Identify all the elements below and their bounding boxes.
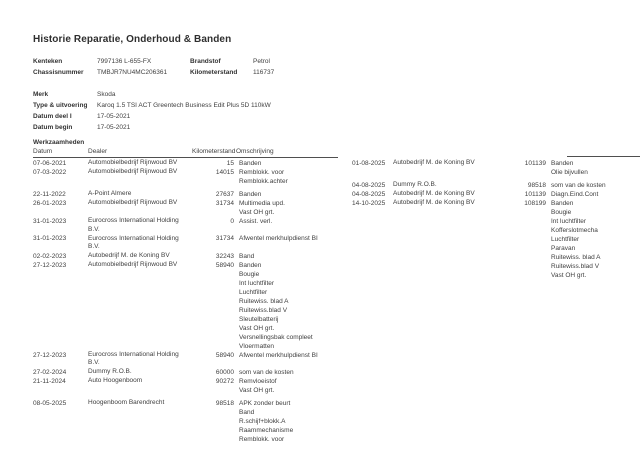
- entry-desc-line: Versnellingsbak compleet: [239, 333, 313, 341]
- entry-desc-line: Vast OH grt.: [239, 386, 275, 394]
- entry-desc-line: Band: [239, 408, 255, 416]
- entry-kilometerstand: 90272: [215, 377, 234, 385]
- entry-descriptions: [551, 199, 601, 280]
- worklog-table-header: [33, 148, 338, 158]
- entry-desc-line: Vloermatten: [239, 342, 275, 350]
- entry-desc-line: Olie bijvullen: [551, 169, 588, 176]
- worklog-entry: [352, 159, 640, 177]
- entry-desc-line: Diagn.Eind.Cont: [551, 191, 599, 198]
- entry-date: 22-11-2022: [33, 191, 66, 198]
- entry-desc-line: Vast OH grt.: [239, 209, 275, 216]
- entry-desc-line: Banden: [551, 200, 574, 207]
- column-header-omschrijving: Omschrijving: [236, 148, 274, 155]
- entry-date: 26-01-2023: [33, 200, 67, 207]
- entry-date: 14-10-2025: [352, 200, 386, 207]
- entry-dealer: Dummy R.O.B.: [88, 368, 132, 375]
- entry-dealer: Automobielbedrijf Rijnwoud BV: [88, 199, 178, 207]
- chassisnummer-value: TMBJR7NU4MC206361: [97, 69, 168, 76]
- entry-dealer: Eurocross International Holding B.V.: [88, 217, 179, 233]
- entry-dealer: Automobielbedrijf Rijnwoud BV: [88, 159, 178, 167]
- kilometerstand-label: Kilometerstand: [190, 69, 238, 76]
- entry-date: 31-01-2023: [33, 218, 67, 225]
- entry-descriptions: [239, 377, 277, 395]
- entry-desc-line: Remblokk. voor: [239, 435, 285, 443]
- entry-dealer: Autobedrijf M. de Koning BV: [393, 199, 475, 207]
- entry-dealer: Autobedrijf M. de Koning BV: [393, 190, 475, 198]
- entry-date: 07-06-2021: [33, 160, 67, 167]
- entry-kilometerstand: 108199: [524, 200, 546, 207]
- entry-desc-line: R.schijf+blokk.A: [239, 417, 286, 425]
- entry-descriptions: [239, 234, 318, 243]
- worklog-entry: [33, 399, 339, 444]
- entry-kilometerstand: 98518: [215, 399, 234, 407]
- entry-descriptions: [239, 159, 261, 168]
- entry-dealer: Eurocross International Holding B.V.: [88, 350, 179, 367]
- entry-descriptions: [239, 261, 313, 351]
- entry-kilometerstand: 32243: [215, 252, 234, 260]
- entry-desc-line: Banden: [239, 160, 262, 167]
- entry-descriptions: [239, 399, 293, 444]
- entry-desc-line: Remvloeistof: [239, 377, 277, 385]
- datum-begin-value: 17-05-2021: [97, 124, 131, 131]
- datum-deel1-label: Datum deel I: [33, 113, 72, 120]
- entry-descriptions: [551, 181, 606, 190]
- worklog-entry: [33, 217, 339, 234]
- entry-date: 02-02-2023: [33, 252, 67, 260]
- column-header-datum: Datum: [33, 148, 53, 155]
- entry-descriptions: [239, 168, 288, 186]
- worklog-right: [352, 159, 640, 280]
- entry-desc-line: Bougie: [239, 270, 260, 278]
- merk-value: Skoda: [97, 91, 116, 98]
- page-title: Historie Reparatie, Onderhoud & Banden: [33, 34, 232, 45]
- worklog-entry: [33, 168, 339, 186]
- entry-desc-line: Ruitewiss. blad A: [239, 297, 289, 305]
- worklog-entry: [352, 181, 640, 190]
- entry-desc-line: Raammechanisme: [239, 426, 294, 434]
- entry-kilometerstand: 31734: [215, 200, 234, 207]
- entry-dealer: A-Point Almere: [88, 190, 132, 198]
- entry-desc-line: Int luchtfilter: [551, 218, 587, 225]
- worklog-entry: [33, 190, 339, 199]
- entry-dealer: Automobielbedrijf Rijnwoud BV: [88, 260, 178, 268]
- worklog-left: [33, 159, 339, 444]
- chassisnummer-label: Chassisnummer: [33, 69, 84, 76]
- column-header-dealer: Dealer: [88, 148, 108, 155]
- entry-kilometerstand: 15: [226, 160, 234, 167]
- entry-desc-line: Int luchtfilter: [239, 279, 275, 287]
- entry-desc-line: Ruitewiss. blad A: [551, 254, 601, 261]
- entry-kilometerstand: 27637: [215, 191, 234, 198]
- brandstof-label: Brandstof: [190, 58, 221, 65]
- entry-desc-line: som van de kosten: [239, 368, 294, 376]
- type-uitvoering-value: Karoq 1.5 TSI ACT Greentech Business Edit Plus 5D 110kW: [97, 102, 271, 109]
- worklog-entry: [33, 368, 339, 377]
- entry-date: 31-01-2023: [33, 235, 67, 243]
- worklog-entry: [33, 377, 339, 395]
- entry-kilometerstand: 98518: [527, 182, 546, 189]
- entry-desc-line: Banden: [239, 261, 262, 269]
- entry-desc-line: Bougie: [551, 209, 572, 216]
- entry-date: 04-08-2025: [352, 182, 386, 189]
- kenteken-label: Kenteken: [33, 58, 63, 65]
- worklog-entry: [33, 234, 339, 251]
- column-header-kilometerstand: Kilometerstand: [192, 148, 236, 155]
- entry-kilometerstand: 14015: [215, 169, 234, 176]
- entry-descriptions: [239, 351, 318, 360]
- entry-kilometerstand: 58940: [215, 261, 234, 269]
- datum-deel1-value: 17-05-2021: [97, 113, 131, 120]
- entry-date: 27-12-2023: [33, 261, 67, 269]
- worklog-entry: [33, 199, 339, 217]
- entry-descriptions: [239, 199, 285, 217]
- entry-date: 08-05-2025: [33, 399, 67, 407]
- entry-dealer: Eurocross International Holding B.V.: [88, 234, 179, 250]
- brandstof-value: Petrol: [253, 58, 270, 65]
- entry-desc-line: Banden: [239, 191, 262, 198]
- entry-desc-line: APK zonder beurt: [239, 399, 291, 407]
- entry-desc-line: Afwentel merkhulpdienst BI: [239, 351, 318, 359]
- entry-dealer: Autobedrijf M. de Koning BV: [393, 159, 475, 167]
- entry-dealer: Autobedrijf M. de Koning BV: [88, 251, 170, 259]
- entry-date: 07-03-2022: [33, 169, 67, 176]
- worklog-section-title: Werkzaamheden: [33, 139, 85, 146]
- entry-descriptions: [239, 190, 261, 199]
- entry-dealer: Dummy R.O.B.: [393, 181, 437, 189]
- kenteken-value: 7997136 L-655-FX: [97, 58, 152, 65]
- entry-date: 27-02-2024: [33, 368, 67, 376]
- entry-desc-line: Paravan: [551, 245, 576, 252]
- entry-descriptions: [239, 368, 294, 377]
- type-uitvoering-label: Type & uitvoering: [33, 102, 88, 109]
- worklog-entry: [33, 351, 339, 368]
- entry-desc-line: Banden: [551, 160, 574, 167]
- worklog-entry: [33, 261, 339, 351]
- entry-desc-line: Luchtfilter: [551, 236, 580, 243]
- entry-desc-line: Luchtfilter: [239, 288, 268, 296]
- kilometerstand-value: 116737: [253, 69, 275, 76]
- entry-desc-line: Afwentel merkhulpdienst BI: [239, 235, 318, 243]
- entry-desc-line: Kofferslotmecha: [551, 227, 598, 234]
- entry-kilometerstand: 60000: [215, 368, 234, 376]
- entry-desc-line: Vast OH grt.: [239, 324, 275, 332]
- entry-dealer: Auto Hoogenboom: [88, 377, 143, 384]
- worklog-entry: [352, 190, 640, 199]
- entry-kilometerstand: 58940: [215, 351, 234, 359]
- worklog-entry: [33, 252, 339, 261]
- entry-desc-line: Remblokk. voor: [239, 169, 285, 176]
- entry-descriptions: [551, 190, 598, 199]
- entry-dealer: Automobielbedrijf Rijnwoud BV: [88, 168, 178, 176]
- entry-desc-line: Ruitewiss.blad V: [551, 263, 600, 270]
- entry-descriptions: [239, 217, 272, 226]
- entry-desc-line: Remblokk.achter: [239, 178, 288, 185]
- datum-begin-label: Datum begin: [33, 124, 73, 131]
- entry-desc-line: Vast OH grt.: [551, 272, 587, 279]
- right-column-header-rule: [567, 156, 640, 157]
- entry-date: 21-11-2024: [33, 377, 66, 385]
- entry-date: 01-08-2025: [352, 160, 386, 167]
- entry-desc-line: Assist. verl.: [239, 218, 273, 225]
- entry-dealer: Hoogenboom Barendrecht: [88, 399, 165, 406]
- entry-kilometerstand: 0: [230, 218, 234, 225]
- entry-desc-line: Band: [239, 252, 255, 260]
- merk-label: Merk: [33, 91, 49, 98]
- entry-date: 27-12-2023: [33, 351, 67, 359]
- entry-desc-line: som van de kosten: [551, 182, 606, 189]
- entry-desc-line: Ruitewiss.blad V: [239, 306, 288, 314]
- entry-kilometerstand: 101139: [524, 191, 546, 198]
- entry-kilometerstand: 31734: [215, 235, 234, 243]
- entry-desc-line: Multimedia upd.: [239, 200, 285, 207]
- worklog-entry: [33, 159, 339, 168]
- entry-date: 04-08-2025: [352, 191, 386, 198]
- entry-descriptions: [239, 252, 254, 261]
- entry-desc-line: Sleutelbatterij: [239, 315, 279, 323]
- worklog-entry: [352, 199, 640, 280]
- entry-descriptions: [551, 159, 588, 177]
- entry-kilometerstand: 101139: [524, 160, 546, 167]
